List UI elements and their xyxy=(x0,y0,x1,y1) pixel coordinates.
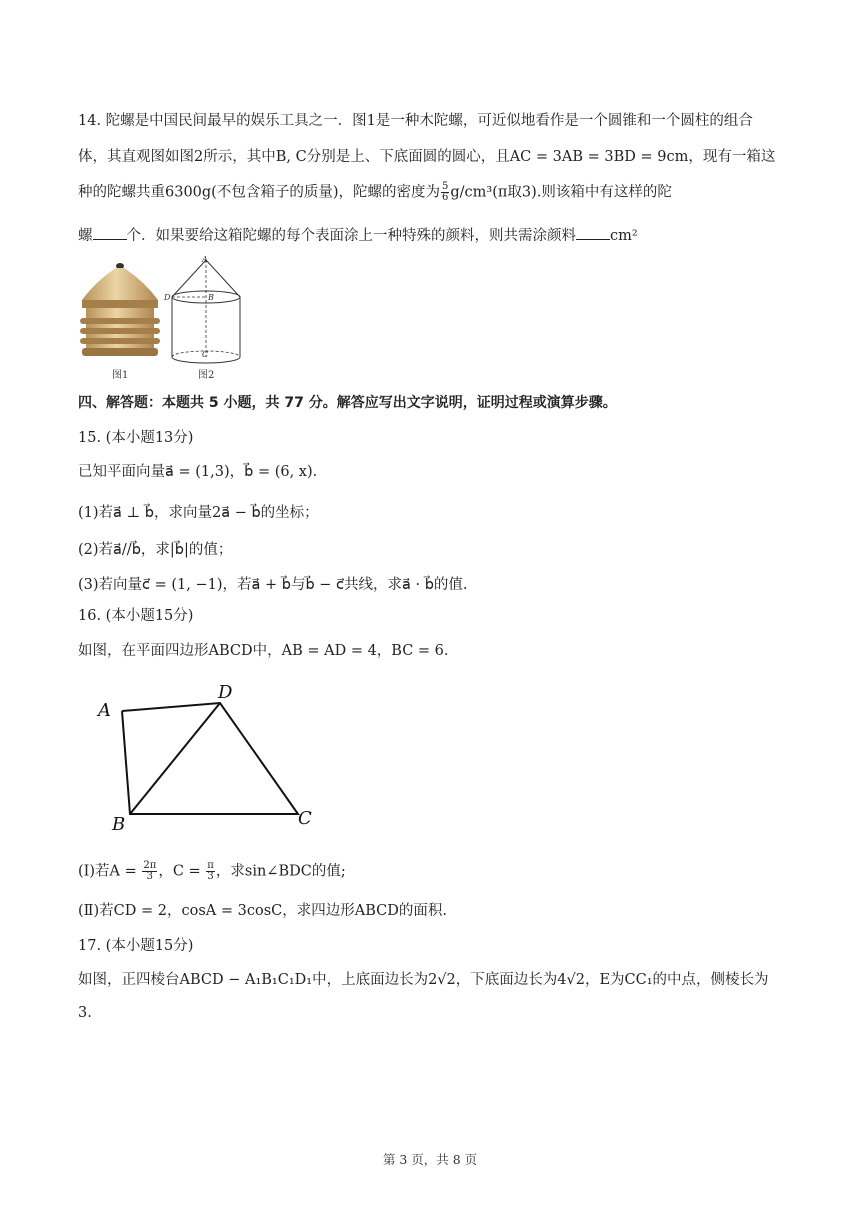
vertex-label-c: C xyxy=(298,808,312,829)
fig2-label-c: C xyxy=(202,350,209,359)
frac-den: 6 xyxy=(442,192,449,203)
vertex-label-d: D xyxy=(218,682,233,703)
q16-p1-b: ，C = xyxy=(158,863,206,880)
frac-num: π xyxy=(207,860,214,871)
q14-line2: 体，其直观图如图2所示，其中B, C分别是上、下底面圆的圆心，且AC = 3AB = 3BD = 9cm，现有一箱这 xyxy=(78,149,776,165)
q16-stem: 如图，在平面四边形ABCD中，AB = AD = 4，BC = 6. xyxy=(78,643,449,659)
q15-part3: (3)若向量c⃗ = (1, −1)，若a⃗ + b⃗与b⃗ − c⃗共线，求a⃗ · b⃗的值. xyxy=(78,577,468,593)
angle-c-fraction xyxy=(206,861,215,882)
q14-line4-b: 个．如果要给这箱陀螺的每个表面涂上一种特殊的颜料，则共需涂颜料 xyxy=(126,228,576,244)
frac-den: 3 xyxy=(146,871,154,882)
q14-line4-c: cm² xyxy=(610,228,638,244)
q14-line3-b: g/cm³(π取3).则该箱中有这样的陀 xyxy=(450,184,672,201)
vertex-label-b: B xyxy=(112,814,126,835)
frac-num: 2π xyxy=(143,860,157,871)
q14-line3-a: 种的陀螺共重6300g(不包含箱子的质量)，陀螺的密度为 xyxy=(78,184,440,201)
fig2-label-b: B xyxy=(208,293,214,302)
q14-line4 xyxy=(78,225,782,246)
q15-title: 15. (本小题13分) xyxy=(78,430,194,446)
vertex-label-a: A xyxy=(98,700,111,721)
q17-line1: 如图，正四棱台ABCD − A₁B₁C₁D₁中，上底面边长为2√2，下底面边长为4√2，E为CC₁的中点，侧棱长为 xyxy=(78,972,769,988)
q16-title: 16. (本小题15分) xyxy=(78,608,194,624)
frac-den: 3 xyxy=(207,871,214,882)
cone-cylinder-diagram xyxy=(164,254,248,384)
q14-line3 xyxy=(78,182,782,203)
fig2-label-a: A xyxy=(202,255,208,264)
angle-a-fraction xyxy=(142,861,157,882)
section-heading: 四、解答题：本题共 5 小题，共 77 分。解答应写出文字说明，证明过程或演算步骤。 xyxy=(78,395,617,411)
fig2-caption: 图2 xyxy=(198,370,215,381)
q15-stem: 已知平面向量a⃗ = (1,3)，b⃗ = (6, x). xyxy=(78,464,318,480)
q14-line4-a: 螺 xyxy=(78,228,93,244)
q15-part2: (2)若a⃗//b⃗，求|b⃗|的值； xyxy=(78,542,233,558)
q17-title: 17. (本小题15分) xyxy=(78,938,194,954)
frac-num: 5 xyxy=(442,181,449,192)
q14-line1: 14. 陀螺是中国民间最早的娱乐工具之一．图1是一种木陀螺，可近似地看作是一个圆锥和一个圆柱的组合 xyxy=(78,113,753,129)
fig2-label-d: D xyxy=(164,293,171,302)
q16-p1-a: (Ⅰ)若A = xyxy=(78,863,142,880)
fig1-caption: 图1 xyxy=(112,370,129,381)
q16-part2: (Ⅱ)若CD = 2，cosA = 3cosC，求四边形ABCD的面积. xyxy=(78,903,447,919)
density-fraction xyxy=(441,182,449,203)
q16-part1 xyxy=(78,861,782,882)
q17-line2: 3. xyxy=(78,1005,92,1021)
wooden-top-photo xyxy=(76,256,164,382)
page-footer: 第 3 页，共 8 页 xyxy=(382,1152,478,1167)
answer-blank-1[interactable] xyxy=(93,225,127,240)
q16-p1-c: ，求sin∠BDC的值; xyxy=(215,863,346,880)
answer-blank-2[interactable] xyxy=(576,225,610,240)
q15-part1: (1)若a⃗ ⊥ b⃗，求向量2a⃗ − b⃗的坐标； xyxy=(78,505,319,521)
quadrilateral-abcd-figure xyxy=(92,680,332,835)
